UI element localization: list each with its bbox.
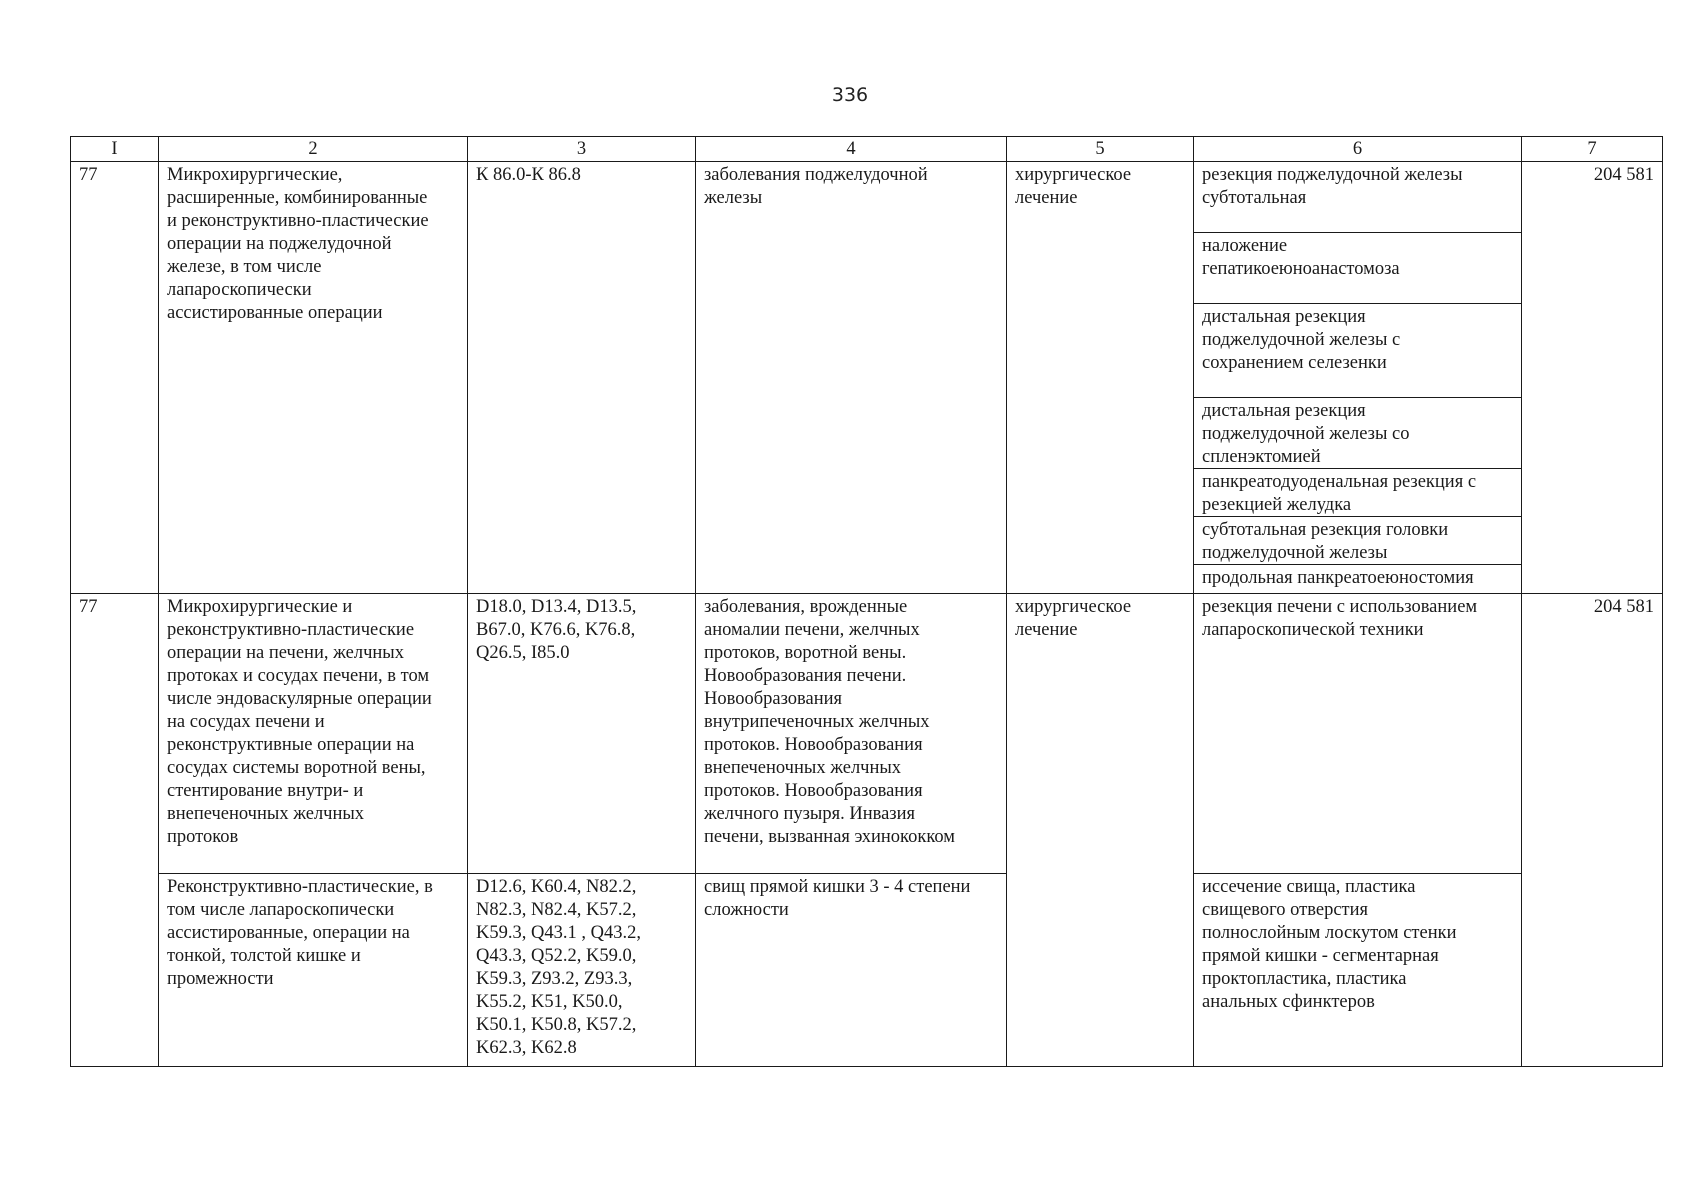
treatment-text	[1015, 164, 1185, 210]
text-line: протоков. Новообразования	[704, 735, 923, 755]
table-row	[71, 874, 1663, 1067]
text-line: желчного пузыря. Инвазия	[704, 804, 916, 824]
text-line: операции на печени, желчных	[167, 643, 404, 663]
text-line: Q43.3, Q52.2, K59.0,	[476, 946, 637, 966]
text-line: наложение	[1202, 236, 1288, 256]
disease-text	[704, 164, 998, 210]
text-line: B67.0, K76.6, K76.8,	[476, 620, 636, 640]
text-line: поджелудочной железы с	[1202, 330, 1401, 350]
text-line: расширенные, комбинированные	[167, 188, 428, 208]
text-line: лапароскопически	[167, 280, 312, 300]
text-line: реконструктивные операции на	[167, 735, 415, 755]
text-line: внепеченочных желчных	[704, 758, 902, 778]
procedure-item	[1194, 233, 1521, 304]
text-line: K55.2, K51, K50.0,	[476, 992, 623, 1012]
text-line: стентирование внутри- и	[167, 781, 364, 801]
row-number: 77	[71, 162, 159, 594]
text-line: промежности	[167, 969, 274, 989]
text-line: продольная панкреатоеюностомия	[1202, 568, 1474, 588]
procedure-item	[1202, 876, 1513, 1014]
disease-text	[704, 596, 998, 849]
text-line: протоков, воротной вены.	[704, 643, 907, 663]
disease-cell	[696, 874, 1007, 1067]
procedures-cell	[1194, 874, 1522, 1067]
text-line: K59.3, Q43.1 , Q43.2,	[476, 923, 641, 943]
table-row	[71, 594, 1663, 874]
text-line: внепеченочных желчных	[167, 804, 365, 824]
text-line: иссечение свища, пластика	[1202, 877, 1416, 897]
text-line: Новообразования	[704, 689, 843, 709]
text-line: ассистированные операции	[167, 303, 383, 323]
text-line: и реконструктивно-пластические	[167, 211, 429, 231]
icd-codes-cell	[468, 162, 696, 594]
header-cell: 4	[696, 137, 1007, 162]
icd-codes-text	[476, 596, 687, 665]
method-name-text	[167, 876, 459, 991]
procedure-item	[1194, 517, 1521, 565]
text-line: том числе лапароскопически	[167, 900, 395, 920]
text-line: N82.3, N82.4, K57.2,	[476, 900, 637, 920]
text-line: прямой кишки - сегментарная	[1202, 946, 1439, 966]
text-line: K50.1, K50.8, K57.2,	[476, 1015, 637, 1035]
text-line: K62.3, K62.8	[476, 1038, 577, 1058]
text-line: свищевого отверстия	[1202, 900, 1369, 920]
text-line: К 86.0-К 86.8	[476, 165, 581, 185]
text-line: ассистированные, операции на	[167, 923, 410, 943]
text-line: на сосудах печени и	[167, 712, 325, 732]
text-line: сосудах системы воротной вены,	[167, 758, 426, 778]
header-cell: I	[71, 137, 159, 162]
header-cell: 7	[1522, 137, 1663, 162]
text-line: железы	[704, 188, 763, 208]
procedure-item	[1194, 162, 1521, 233]
text-line: внутрипеченочных желчных	[704, 712, 930, 732]
text-line: резекция поджелудочной железы	[1202, 165, 1463, 185]
text-line: Новообразования печени.	[704, 666, 907, 686]
header-cell: 2	[159, 137, 468, 162]
text-line: D18.0, D13.4, D13.5,	[476, 597, 637, 617]
table-row	[71, 162, 1663, 594]
icd-codes-text	[476, 164, 687, 187]
disease-text	[704, 876, 998, 922]
method-name-text	[167, 596, 459, 849]
text-line: анальных сфинктеров	[1202, 992, 1375, 1012]
text-line: дистальная резекция	[1202, 401, 1366, 421]
text-line: резекция печени с использованием	[1202, 597, 1478, 617]
price-cell: 204 581	[1522, 162, 1663, 594]
price-cell: 204 581	[1522, 594, 1663, 1067]
text-line: железе, в том числе	[167, 257, 322, 277]
header-cell: 6	[1194, 137, 1522, 162]
text-line: лапароскопической техники	[1202, 620, 1424, 640]
treatment-cell	[1007, 594, 1194, 1067]
procedures-cell	[1194, 162, 1522, 594]
text-line: проктопластика, пластика	[1202, 969, 1407, 989]
text-line: спленэктомией	[1202, 447, 1321, 467]
text-line: аномалии печени, желчных	[704, 620, 920, 640]
method-name-text	[167, 164, 459, 325]
text-line: Микрохирургические,	[167, 165, 343, 185]
text-line: сохранением селезенки	[1202, 353, 1387, 373]
text-line: дистальная резекция	[1202, 307, 1366, 327]
text-line: хирургическое	[1015, 597, 1132, 617]
text-line: Q26.5, I85.0	[476, 643, 570, 663]
text-line: лечение	[1015, 620, 1078, 640]
disease-cell	[696, 162, 1007, 594]
text-line: гепатикоеюноанастомоза	[1202, 259, 1400, 279]
text-line: Микрохирургические и	[167, 597, 353, 617]
icd-codes-text	[476, 876, 687, 1060]
text-line: панкреатодуоденальная резекция с	[1202, 472, 1477, 492]
method-name-cell	[159, 162, 468, 594]
text-line: операции на поджелудочной	[167, 234, 392, 254]
page-number: 336	[831, 84, 869, 106]
text-line: протоков. Новообразования	[704, 781, 923, 801]
text-line: поджелудочной железы со	[1202, 424, 1410, 444]
text-line: протоках и сосудах печени, в том	[167, 666, 430, 686]
procedure-item	[1194, 565, 1521, 592]
procedure-item	[1202, 596, 1513, 642]
text-line: сложности	[704, 900, 789, 920]
procedure-item	[1194, 398, 1521, 469]
text-line: Реконструктивно-пластические, в	[167, 877, 433, 897]
text-line: свищ прямой кишки 3 - 4 степени	[704, 877, 971, 897]
header-cell: 5	[1007, 137, 1194, 162]
text-line: субтотальная резекция головки	[1202, 520, 1449, 540]
header-cell: 3	[468, 137, 696, 162]
text-line: печени, вызванная эхинококком	[704, 827, 955, 847]
text-line: заболевания, врожденные	[704, 597, 908, 617]
icd-codes-cell	[468, 594, 696, 874]
text-line: лечение	[1015, 188, 1078, 208]
disease-cell	[696, 594, 1007, 874]
text-line: субтотальная	[1202, 188, 1307, 208]
text-line: реконструктивно-пластические	[167, 620, 415, 640]
treatment-text	[1015, 596, 1185, 642]
text-line: K59.3, Z93.2, Z93.3,	[476, 969, 633, 989]
text-line: хирургическое	[1015, 165, 1132, 185]
table-header-row	[71, 137, 1663, 162]
treatment-cell	[1007, 162, 1194, 594]
text-line: поджелудочной железы	[1202, 543, 1388, 563]
procedure-item	[1194, 304, 1521, 398]
text-line: числе эндоваскулярные операции	[167, 689, 432, 709]
text-line: заболевания поджелудочной	[704, 165, 928, 185]
text-line: полнослойным лоскутом стенки	[1202, 923, 1457, 943]
services-table	[70, 136, 1663, 1067]
text-line: протоков	[167, 827, 239, 847]
method-name-cell	[159, 874, 468, 1067]
procedure-item	[1194, 469, 1521, 517]
method-name-cell	[159, 594, 468, 874]
text-line: D12.6, K60.4, N82.2,	[476, 877, 637, 897]
text-line: резекцией желудка	[1202, 495, 1352, 515]
icd-codes-cell	[468, 874, 696, 1067]
row-number: 77	[71, 594, 159, 1067]
text-line: тонкой, толстой кишке и	[167, 946, 361, 966]
procedures-cell	[1194, 594, 1522, 874]
